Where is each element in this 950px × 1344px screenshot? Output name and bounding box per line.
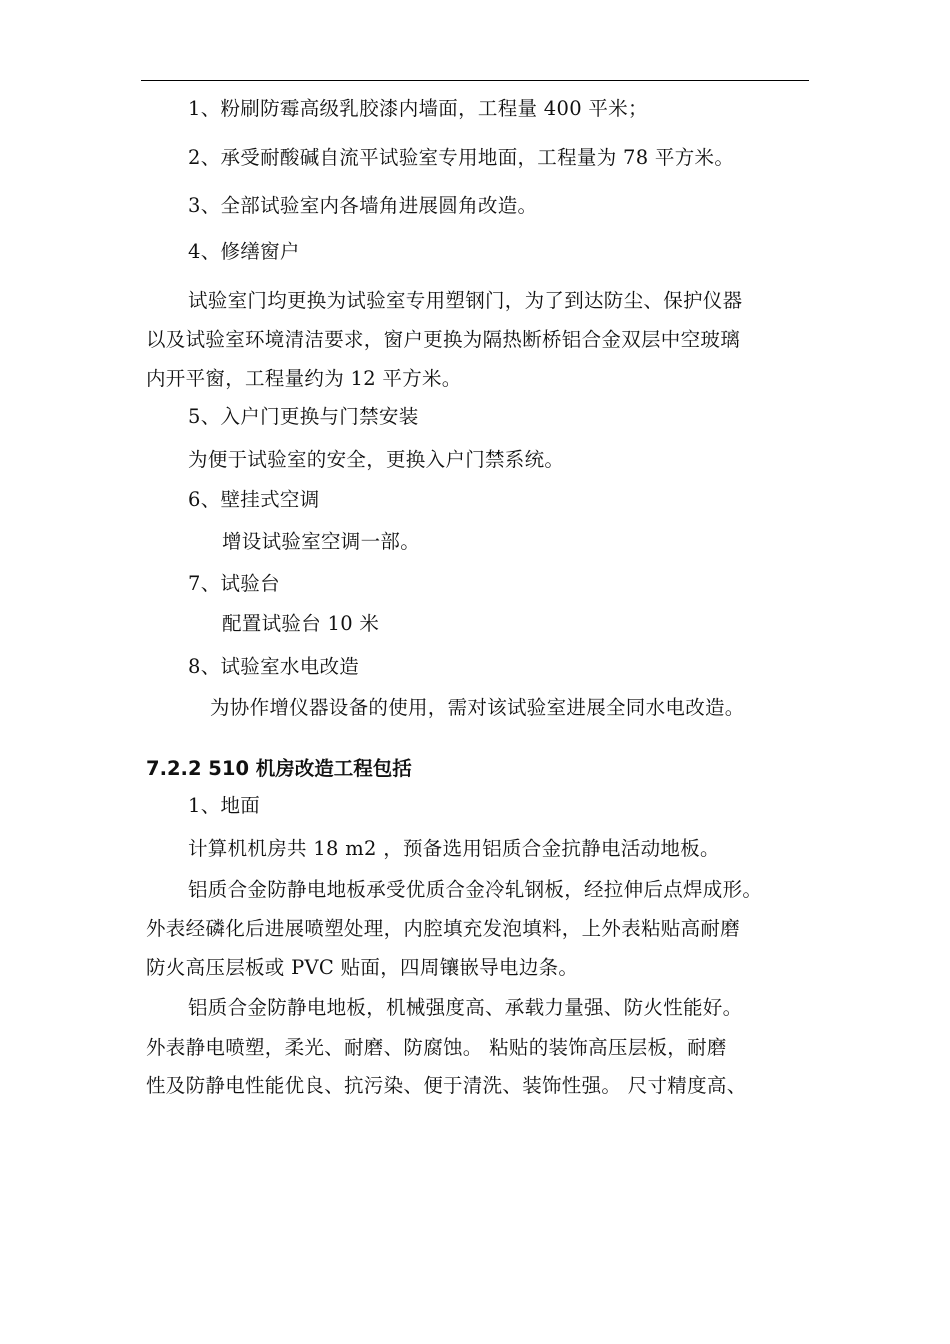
paragraph-line: 计算机机房共 18 m2 ，预备选用铝质合金抗静电活动地板。 <box>188 837 720 860</box>
paragraph-line: 外表经磷化后进展喷塑处理，内腔填充发泡填料，上外表粘贴高耐磨 <box>146 917 741 940</box>
list-item: 7、试验台 <box>188 572 280 595</box>
header-rule <box>141 80 809 81</box>
paragraph-line: 为协作增仪器设备的使用，需对该试验室进展全同水电改造。 <box>210 696 745 719</box>
paragraph-line: 为便于试验室的安全，更换入户门禁系统。 <box>188 448 565 471</box>
paragraph-line: 配置试验台 10 米 <box>222 612 380 635</box>
list-item: 3、全部试验室内各墙角进展圆角改造。 <box>188 194 538 217</box>
paragraph-line: 试验室门均更换为试验室专用塑钢门，为了到达防尘、保护仪器 <box>188 289 743 312</box>
list-item: 5、入户门更换与门禁安装 <box>188 405 419 428</box>
paragraph-line: 增设试验室空调一部。 <box>222 530 421 553</box>
list-item: 2、承受耐酸碱自流平试验室专用地面，工程量为 78 平方米。 <box>188 146 735 169</box>
paragraph-line: 铝质合金防静电地板承受优质合金冷轧钢板，经拉伸后点焊成形。 <box>188 878 763 901</box>
list-item: 8、试验室水电改造 <box>188 655 360 678</box>
paragraph-line: 性及防静电性能优良、抗污染、便于清洗、装饰性强。 尺寸精度高、 <box>146 1074 747 1097</box>
list-item: 1、粉刷防霉高级乳胶漆内墙面，工程量 400 平米； <box>188 97 648 120</box>
paragraph-line: 以及试验室环境清洁要求，窗户更换为隔热断桥铝合金双层中空玻璃 <box>146 328 741 351</box>
list-item: 4、修缮窗户 <box>188 240 300 263</box>
list-item: 6、壁挂式空调 <box>188 488 320 511</box>
paragraph-line: 外表静电喷塑，柔光、耐磨、防腐蚀。 粘贴的装饰高压层板，耐磨 <box>146 1036 727 1059</box>
paragraph-line: 铝质合金防静电地板，机械强度高、承载力量强、防火性能好。 <box>188 996 743 1019</box>
paragraph-line: 内开平窗，工程量约为 12 平方米。 <box>146 367 462 390</box>
list-item: 1、地面 <box>188 794 261 817</box>
paragraph-line: 防火高压层板或 PVC 贴面，四周镶嵌导电边条。 <box>146 956 579 979</box>
section-heading: 7.2.2 510 机房改造工程包括 <box>146 757 412 780</box>
